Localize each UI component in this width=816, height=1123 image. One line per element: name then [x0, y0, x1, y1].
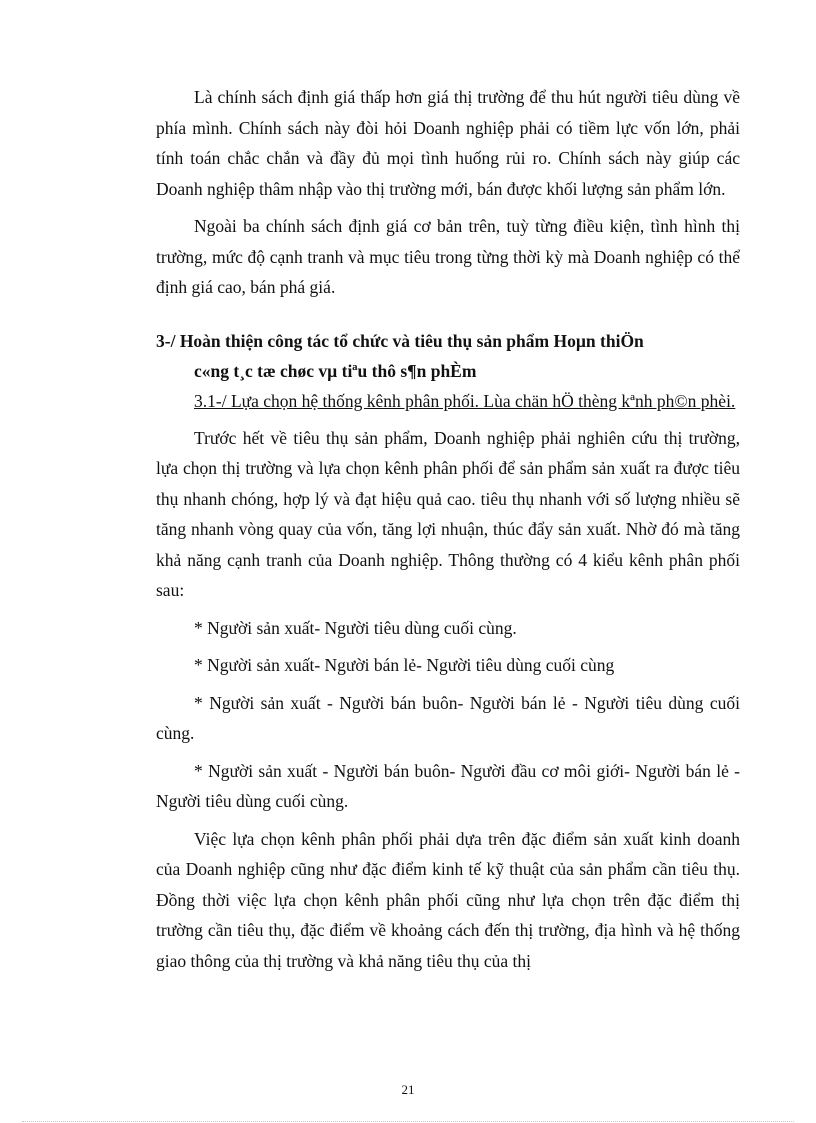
section-heading: [156, 326, 740, 386]
channel-item-4: * Người sản xuất - Người bán buôn- Người đầu cơ môi giới- Người bán lẻ - Người tiêu dùng cuối cùng.: [156, 760, 740, 811]
footer-divider: [22, 1121, 794, 1122]
section-heading-line-2: c«ng t¸c tæ chøc vµ tiªu thô s¶n phÈm: [194, 360, 477, 381]
channel-item-2: * Người sản xuất- Người bán lẻ- Người tiêu dùng cuối cùng: [194, 655, 615, 675]
section-heading-line-1: 3-/ Hoàn thiện công tác tổ chức và tiêu thụ sản phẩm Hoµn thiÖn: [156, 330, 644, 351]
paragraph-below-market-pricing: Là chính sách định giá thấp hơn giá thị trường để thu hút người tiêu dùng về phía mình. Chính sách này đòi hỏi Doanh nghiệp phải có tiềm lực vốn lớn, phải tính toán chắc chắn và đầy đủ mọi tình huống rủi ro. Chính sách này giúp các Doanh nghiệp thâm nhập vào thị trường mới, bán được khối lượng sản phẩm lớn.: [156, 87, 740, 199]
page-content: [156, 82, 740, 983]
channel-item-3: * Người sản xuất - Người bán buôn- Người bán lẻ - Người tiêu dùng cuối cùng.: [156, 692, 740, 743]
page-number: 21: [401, 1082, 415, 1097]
paragraph-distribution-intro: Trước hết về tiêu thụ sản phẩm, Doanh nghiệp phải nghiên cứu thị trường, lựa chọn thị trường và lựa chọn kênh phân phối để sản phẩm sản xuất ra được tiêu thụ nhanh chóng, hợp lý và đạt hiệu quả cao. tiêu thụ nhanh với số lượng nhiều sẽ tăng nhanh vòng quay của vốn, tăng lợi nhuận, thúc đẩy sản xuất. Nhờ đó mà tăng khả năng cạnh tranh của Doanh nghiệp. Thông thường có 4 kiểu kênh phân phối sau:: [156, 427, 740, 600]
subsection-heading: 3.1-/ Lựa chọn hệ thống kênh phân phối. Lùa chän hÖ thèng kªnh ph©n phèi.: [194, 390, 736, 411]
paragraph-channel-selection: Việc lựa chọn kênh phân phối phải dựa trên đặc điểm sản xuất kinh doanh của Doanh nghiệp cũng như đặc điểm kinh tế kỹ thuật của sản phẩm cần tiêu thụ. Đồng thời việc lựa chọn kênh phân phối cũng như lựa chọn trên đặc điểm thị trường cần tiêu thụ, đặc điểm về khoảng cách đến thị trường, địa hình và hệ thống giao thông của thị trường và khả năng tiêu thụ của thị: [156, 828, 740, 971]
paragraph-other-pricing: Ngoài ba chính sách định giá cơ bản trên, tuỳ từng điều kiện, tình hình thị trường, mức độ cạnh tranh và mục tiêu trong từng thời kỳ mà Doanh nghiệp có thể định giá cao, bán phá giá.: [156, 216, 740, 297]
channel-item-1: * Người sản xuất- Người tiêu dùng cuối cùng.: [194, 617, 517, 638]
